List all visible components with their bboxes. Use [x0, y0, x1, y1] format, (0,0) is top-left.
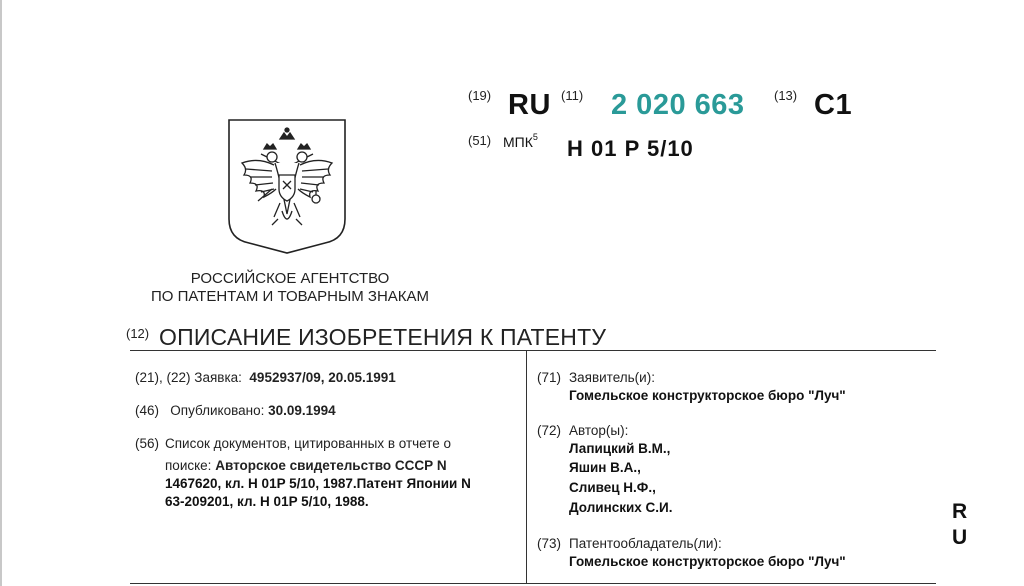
- authors-code: (72): [537, 423, 562, 438]
- citations-code: (56): [135, 436, 160, 451]
- citations-line-4: 63-209201, кл. H 01P 5/10, 1988.: [165, 494, 369, 509]
- applicant-label: Заявитель(и):: [569, 370, 655, 385]
- code-19: (19): [468, 88, 492, 103]
- document-title: ОПИСАНИЕ ИЗОБРЕТЕНИЯ К ПАТЕНТУ: [159, 324, 607, 350]
- author-name: Долинских С.И.: [569, 500, 673, 515]
- holder-code: (73): [537, 536, 562, 551]
- side-letter-r: R: [952, 500, 968, 523]
- code-51: (51): [468, 133, 492, 148]
- holder-value: Гомельское конструкторское бюро "Луч": [569, 554, 846, 569]
- citations-line-2: [165, 457, 447, 475]
- page-edge: [0, 0, 2, 586]
- agency-line-2: ПО ПАТЕНТАМ И ТОВАРНЫМ ЗНАКАМ: [150, 288, 430, 305]
- author-name: Яшин В.А.,: [569, 460, 641, 475]
- side-letter-u: U: [952, 526, 968, 549]
- patent-number: 2 020 663: [611, 89, 745, 121]
- published-value: 30.09.1994: [268, 403, 336, 418]
- bottom-rule: [130, 583, 936, 584]
- application-code: (21), (22): [135, 370, 191, 385]
- kind-code: C1: [814, 89, 853, 121]
- author-name: Сливец Н.Ф.,: [569, 480, 656, 495]
- ipc-value: H 01 P 5/10: [567, 136, 694, 161]
- column-divider: [526, 350, 527, 583]
- application-label: Заявка:: [194, 370, 242, 385]
- code-12: (12): [126, 326, 150, 341]
- coat-of-arms-emblem: [228, 119, 346, 254]
- country-code: RU: [508, 89, 551, 121]
- citations-line-2-value: Авторское свидетельство СССР N: [215, 458, 447, 473]
- published-field: [135, 402, 336, 420]
- published-code: (46): [135, 403, 160, 418]
- author-name: Лапицкий В.М.,: [569, 441, 671, 456]
- agency-line-1: РОССИЙСКОЕ АГЕНТСТВО: [190, 270, 390, 287]
- code-13: (13): [774, 88, 798, 103]
- authors-label: Автор(ы):: [569, 423, 629, 438]
- application-field: [135, 369, 396, 387]
- agency-name: [140, 270, 440, 306]
- applicant-value: Гомельское конструкторское бюро "Луч": [569, 388, 846, 403]
- published-label: Опубликовано:: [170, 403, 265, 418]
- citations-line-1: Список документов, цитированных в отчете о: [165, 436, 452, 451]
- citations-search-label: поиске:: [165, 458, 212, 473]
- application-value: 4952937/09, 20.05.1991: [249, 370, 396, 385]
- ipc-edition: 5: [532, 132, 538, 142]
- citations-line-3: 1467620, кл. H 01P 5/10, 1987.Патент Японии N: [165, 476, 471, 491]
- applicant-code: (71): [537, 370, 562, 385]
- title-rule: [130, 350, 936, 351]
- ipc-label: МПК$^5$: [503, 132, 538, 150]
- holder-label: Патентообладатель(ли):: [569, 536, 722, 551]
- code-11: (11): [561, 88, 584, 103]
